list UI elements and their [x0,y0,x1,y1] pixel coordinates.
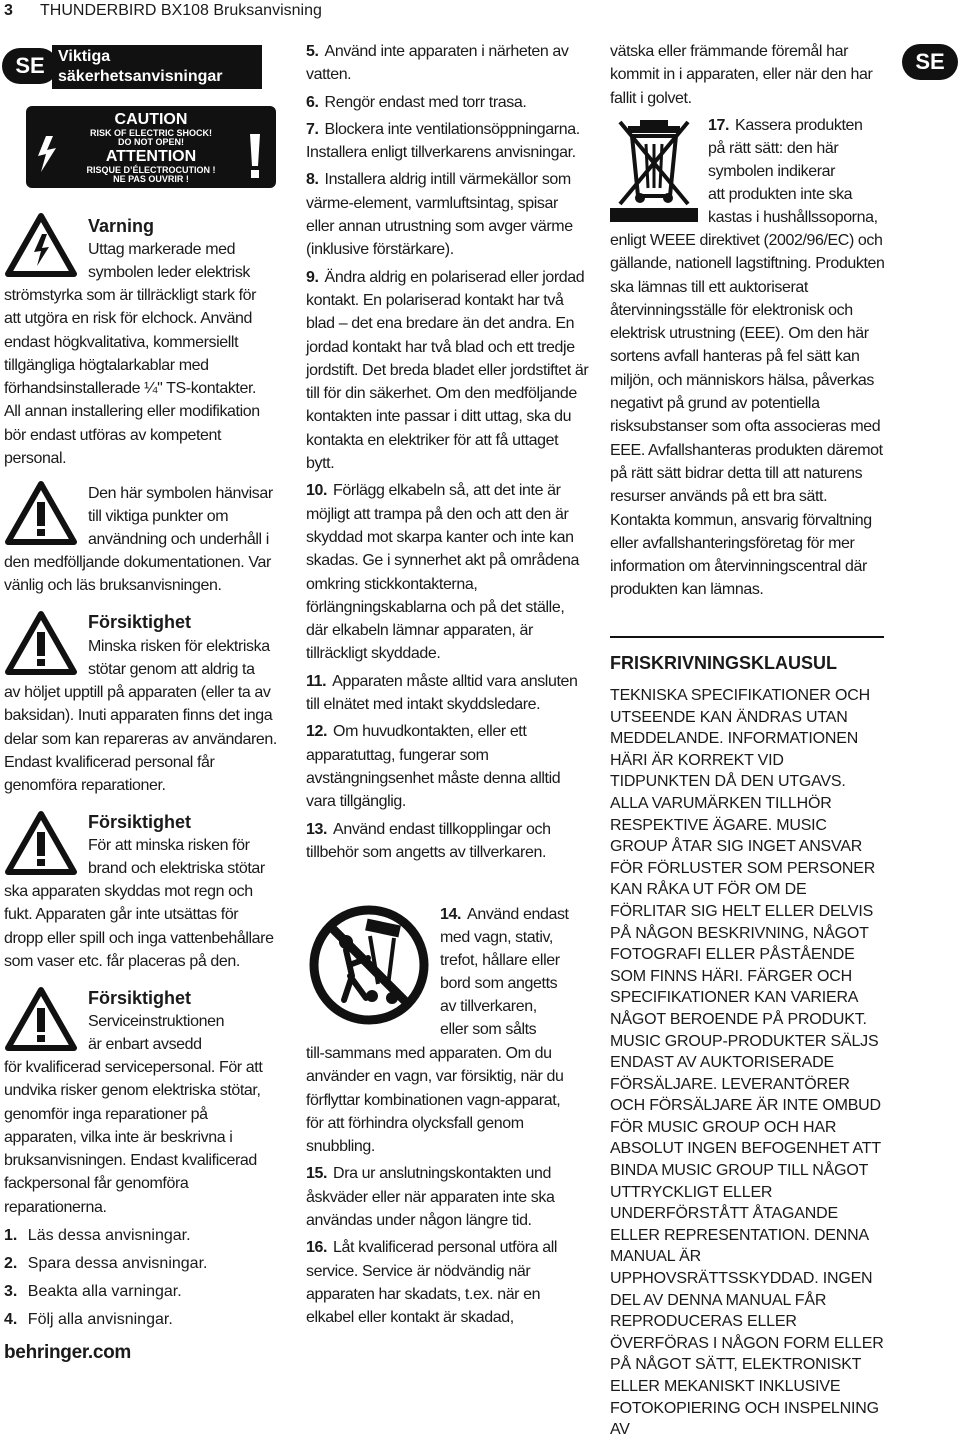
caution3-title: Försiktighet [88,988,192,1008]
electric-warning-triangle-icon [4,212,78,278]
lightning-bolt-icon [32,134,62,174]
caution-heading: CAUTION [114,111,188,128]
warning-triangle-icon [4,810,78,876]
item-11: 11. Apparaten måste alltid vara ansluten till elnätet med intakt skyddsledare. [306,672,578,714]
item-15: 15. Dra ur anslutningskontakten und åskväder eller när apparaten inte ska användas under någon längre tid. [306,1165,555,1230]
list-item: 2. Spara dessa anvisningar. [4,1255,208,1272]
item-9: 9. Ändra aldrig en polariserad eller jordad kontakt. En polariserad kontakt har två blad – det ena bredare än det andra. En jordad kontakt har två blad och ett tredje jordstift. Det breda bladet eller jordstiftet är till för din säkerhet. Om den medföljande kontakten inte passar i ditt uttag, ska du kontakta en elektriker för att få uttaget bytt. [306,268,589,473]
caution-label [26,106,276,188]
item-14-text: till-sammans med apparaten. Om du använder en vagn, var försiktig, när du förflyttar kombinationen vagn-apparat, för att förhindra olycksfall genom snubbling. [306,1045,564,1156]
language-badge-left: SE [2,48,58,84]
caution-do-not-open: DO NOT OPEN! [117,137,184,147]
warning-triangle-icon [4,986,78,1052]
caution2-line1: För att minska risken för [88,837,250,854]
cart-tipover-warning-icon [308,904,430,1026]
item-14-line2: med vagn, stativ, [440,929,553,946]
caution1-line2: stötar genom att aldrig ta [88,661,255,678]
item-5: 5. Använd inte apparaten i närheten av vatten. [306,43,569,84]
varning-text: strömstyrka som är tillräckligt stark för att utgöra en risk för elchock. Använd endast högkvalitativa, kommersiellt tillgängliga högtalarkablar med förhandsinstallerade ¼" TS-kontakter. All annan installering eller modifikation bör endast utföras av kompetent personal. [4,287,260,468]
caution1-title: Försiktighet [88,612,192,632]
section-title [52,45,262,89]
symbol-line1: Den här symbolen hänvisar [88,485,273,502]
attention-heading: ATTENTION [105,148,197,165]
symbol-text: den medfölljande dokumentationen. Var vänlig och läs bruksanvisningen. [4,554,271,595]
item-14-line6: eller som sålts [440,1021,537,1038]
caution3-line1: Serviceinstruktionen [88,1013,225,1030]
item-17-text: enligt WEEE direktivet (2002/96/EC) och gällande, nationell lagstiftning. Produkten ska lämnas till ett auktoriserat återvinningsställe för elektronisk och elektrisk utrustning (EEE). Om den här sortens avfall hanteras på fel sätt kan miljön, och människors hälsa, påverkas negativt på grund av potentiella risksubstanser som ofta associeras med EEE. Avfallshanteras produkten däremot på rätt sätt bidrar detta till att naturens resurser används på ett bra sätt. Kontakta kommun, ansvarig förvaltning eller avfallshanteringsföretag för mer information om återvinningscentral där produkten kan lämnas. [610,232,885,599]
item-16-continued: vätska eller främmande föremål har kommit in i apparaten, eller när den har fallit i golvet. [610,43,873,107]
list-item: 4. Följ alla anvisningar. [4,1311,173,1328]
column2-bottom [306,1042,566,1330]
item-16: 16. Låt kvalificerad personal utföra all service. Service är nödvändig när apparaten har skadats, t.ex. när en elkabel eller kontakt är skadad, [306,1239,557,1327]
disclaimer-text: TEKNISKA SPECIFIKATIONER OCH UTSEENDE KAN ÄNDRAS UTAN MEDDELANDE. INFORMATIONEN HÄRI ÄR KORREKT VID TIDPUNKTEN DÅ DEN UTGAVS. ALLA VARUMÄRKEN TILLHÖR RESPEKTIVE ÄGARE. MUSIC GROUP ÅTAR SIG INGET ANSVAR FÖR FÖRLUSTER SOM PERSONER KAN RÅKA UT FÖR OM DE FÖRLITAR SIG HELT ELLER DELVIS PÅ NÅGON BESKRIVNING, NÅGOT FOTOGRAFI ELLER PÅSTÅENDE SOM FINNS HÄRI. FÄRGER OCH SPECIFIKATIONER KAN VARIERA NÅGOT BEROENDE PÅ PRODUKT. MUSIC GROUP-PRODUKTER SÄLJS ENDAST AV AUKTORISERADE FÖRSÄLJARE. LEVERANTÖRER OCH FÖRSÄLJARE ÄR INTE OMBUD FÖR MUSIC GROUP OCH HAR ABSOLUT INGEN BEFOGENHET ATT BINDA MUSIC GROUP TILL NÅGOT UTTRYCKLIGT ELLER UNDERFÖRSTÅTT ÅTAGANDE ELLER REPRESENTATION. DENNA MANUAL ÄR UPPHOVSRÄTTSSKYDDAD. INGEN DEL AV DENNA MANUAL FÅR REPRODUCERAS ELLER ÖVERFÖRAS I NÅGON FORM ELLER PÅ NÅGOT SÄTT, ELEKTRONISKT ELLER MEKANISKT INKLUSIVE FOTOKOPIERING OCH INSPELNING AV [610,687,884,1439]
item-13: 13. Använd endast tillkopplingar och tillbehör som angetts av tillverkaren. [306,820,551,861]
item-14-line3: trefot, hållare eller [440,952,560,969]
behringer-logo: behringer.com [4,1342,132,1363]
symbol-line3: användning och underhåll i [88,531,269,548]
item-14-line4: bord som angetts [440,975,558,992]
section-title-line1: Viktiga [58,48,111,65]
item-14-header: 14. Använd endast [440,906,569,923]
item-6: 6. Rengör endast med torr trasa. [306,93,527,111]
list-item: 1. Läs dessa anvisningar. [4,1227,191,1244]
instructions-list [4,1222,207,1334]
list-item: 3. Beakta alla varningar. [4,1283,182,1300]
weee-crossed-bin-icon [610,114,698,222]
item-12: 12. Om huvudkontakten, eller ett apparatuttag, fungerar som avstängningsenhet måste denna alltid vara tillgänglig. [306,723,561,811]
item-8: 8. Installera aldrig intill värmekällor som värme-element, varmluftsintag, spisar eller annan utrustning som avger värme (inklusive förstärkare). [306,171,573,259]
caution3-text: för kvalificerad servicepersonal. För att undvika risker genom elektriska stötar, genomför inga reparationer på apparaten, vilka inte är beskrivna i bruksanvisningen. Endast kvalificerad fackpersonal får genomföra reparationerna. [4,1059,263,1216]
column2-top [306,40,590,864]
attention-ne-pas: NE PAS OUVRIR ! [113,174,189,184]
caution1-text: av höljet upptill på apparaten (eller ta av baksidan). Inuti apparaten finns det inga delar som kan repareras av användaren. Endast kvalificerad personal får genomföra reparationer. [4,684,277,795]
varning-line2: symbolen leder elektrisk [88,264,251,281]
item-17-line4: att produkten inte ska [708,186,853,203]
item-7: 7. Blockera inte ventilationsöppningarna. Installera enligt tillverkarens anvisningar. [306,120,580,162]
varning-title: Varning [88,216,155,236]
section-title-line2: säkerhetsanvisningar [58,68,223,85]
warning-triangle-icon [4,480,78,546]
item-17-line3: symbolen indikerar [708,163,836,180]
item-10: 10. Förlägg elkabeln så, att det inte är möjligt att trampa på den och att den är skyddad mot skarpa kanter och inte kan skadas. Ge i synnerhet akt på områdena omkring stickkontakterna, förlängningskablarna och på det ställe, där elkabeln lämnar apparaten, är tillräckligt skyddade. [306,482,579,663]
caution3-line2: är enbart avsedd [88,1036,202,1053]
item-17-line5: kastas i hushållssoporna, [708,209,878,226]
attention-risk-fr: RISQUE D’ÉLECTROCUTION ! [86,165,216,175]
item-17-line2: på rätt sätt: den här [708,140,839,157]
caution2-line2: brand och elektriska stötar [88,860,265,877]
item-17-header: 17. Kassera produkten [708,117,863,134]
language-badge-right: SE [902,44,958,80]
caution2-text: ska apparaten skyddas mot regn och fukt. Apparaten går inte utsättas för dropp eller spill och inga vattenbehållare som vaser etc. får placeras på den. [4,883,274,970]
varning-line1: Uttag markerade med [88,241,236,258]
item-14-line5: av tillverkaren, [440,998,537,1015]
symbol-line2: till viktiga punkter om [88,508,229,525]
caution2-title: Försiktighet [88,812,192,832]
exclamation-icon [242,132,268,182]
page-number: 3 [4,2,13,19]
document-title: THUNDERBIRD BX108 Bruksanvisning [40,2,322,19]
divider [610,636,884,638]
warning-triangle-icon [4,610,78,676]
caution-risk-en: RISK OF ELECTRIC SHOCK! [89,128,212,138]
disclaimer-title: FRISKRIVNINGSKLAUSUL [610,653,838,673]
caution1-line1: Minska risken för elektriska [88,638,270,655]
